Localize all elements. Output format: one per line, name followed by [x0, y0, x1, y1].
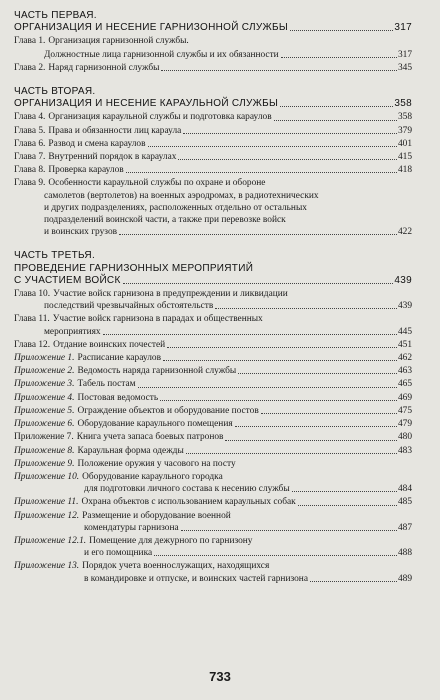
dot-leader [123, 282, 394, 284]
entry-label: Приложение 5. [14, 405, 75, 416]
part-label: ЧАСТЬ ТРЕТЬЯ. [14, 250, 96, 262]
part-label: ЧАСТЬ ВТОРАЯ. [14, 86, 96, 98]
entry-page: 483 [397, 445, 412, 456]
entry-label: Глава 7. [14, 152, 46, 163]
part-page: 439 [394, 274, 412, 286]
toc-entry [14, 125, 412, 137]
dot-leader [290, 296, 411, 297]
entry-line [14, 560, 412, 572]
dot-leader [225, 479, 411, 480]
entry-page: 462 [397, 353, 412, 364]
part-label: ЧАСТЬ ПЕРВАЯ. [14, 10, 97, 21]
entry-line [14, 326, 412, 338]
dot-leader [119, 233, 397, 235]
entry-line [14, 522, 412, 534]
part-title: ПРОВЕДЕНИЕ ГАРНИЗОННЫХ МЕРОПРИЯТИЙ [14, 262, 254, 274]
entry-line [14, 418, 412, 430]
entry-page: 451 [397, 339, 412, 350]
entry-text: Наряд гарнизонной службы [48, 62, 160, 73]
entry-page: 358 [397, 112, 412, 123]
entry-line [14, 365, 412, 377]
dot-leader [181, 529, 397, 531]
dot-leader [233, 518, 411, 519]
entry-line [14, 496, 412, 508]
toc-entry [14, 445, 412, 457]
toc-part [14, 10, 412, 74]
entry-line [14, 392, 412, 404]
entry-label: Приложение 12.1. [14, 535, 87, 546]
entry-line [14, 111, 412, 123]
entry-line [14, 151, 412, 163]
dot-leader [191, 44, 411, 45]
toc-entry [14, 458, 412, 470]
entry-text: Постовая ведомость [77, 392, 159, 403]
entry-label: Приложение 6. [14, 419, 75, 430]
entry-label: Глава 4. [14, 112, 46, 123]
entry-page: 487 [397, 522, 412, 533]
entry-line [14, 138, 412, 150]
entry-text: и его помощника [84, 548, 153, 559]
entry-page: 479 [397, 419, 412, 430]
dot-leader [290, 29, 393, 31]
entry-line [14, 339, 412, 351]
entry-line [14, 547, 412, 559]
toc-part [14, 250, 412, 584]
dot-leader [178, 158, 397, 160]
entry-label: Приложение 13. [14, 561, 80, 572]
entry-label: Глава 9. [14, 178, 46, 189]
entry-page: 317 [397, 49, 412, 60]
entry-text: Оборудование караульного помещения [77, 419, 233, 430]
toc-entry [14, 339, 412, 351]
toc-entry [14, 111, 412, 123]
entry-label: Приложение 2. [14, 366, 75, 377]
entry-line [14, 378, 412, 390]
dot-leader [298, 504, 397, 506]
entry-text: Книга учета запаса боевых патронов [76, 432, 224, 443]
entry-page: 345 [397, 62, 412, 73]
entry-page: 379 [397, 125, 412, 136]
entry-page: 415 [397, 152, 412, 163]
entry-page: 469 [397, 392, 412, 403]
entry-label: Приложение 7. [14, 432, 74, 443]
entry-text: мероприятиях [44, 326, 101, 337]
page-number: 733 [209, 669, 231, 684]
dot-leader [148, 145, 397, 147]
dot-leader [238, 466, 411, 467]
entry-page: 418 [397, 165, 412, 176]
entry-text: Проверка караулов [48, 165, 124, 176]
entry-text: Организация гарнизонной службы. [48, 36, 189, 47]
entry-text: Права и обязанности лиц караула [48, 125, 182, 136]
dot-leader [163, 359, 397, 361]
entry-text: и других подразделениях, расположенных отдельно от остальных [44, 202, 307, 213]
part-title: ОРГАНИЗАЦИЯ И НЕСЕНИЕ КАРАУЛЬНОЙ СЛУЖБЫ [14, 98, 279, 110]
toc-entry [14, 431, 412, 443]
dot-leader [281, 56, 397, 58]
dot-leader [161, 69, 397, 71]
entry-page: 489 [397, 573, 412, 584]
dot-leader [183, 132, 397, 134]
entry-line [14, 300, 412, 312]
entry-text: самолетов (вертолетов) на военных аэродромах, в радиотехнических [44, 190, 319, 201]
part-title-cont: С УЧАСТИЕМ ВОЙСК [14, 274, 121, 286]
part-title: ОРГАНИЗАЦИЯ И НЕСЕНИЕ ГАРНИЗОННОЙ СЛУЖБЫ [14, 22, 289, 34]
entry-page: 422 [397, 227, 412, 238]
entry-text: Организация караульной службы и подготовка караулов [48, 112, 272, 123]
entry-text: комендатуры гарнизона [84, 522, 179, 533]
entry-text: Положение оружия у часового на посту [77, 458, 236, 469]
entry-page: 475 [397, 405, 412, 416]
entry-page: 465 [397, 379, 412, 390]
entry-text: Ведомость наряда гарнизонной службы [77, 366, 237, 377]
dot-leader [225, 439, 396, 441]
entry-text: подразделений воинской части, а также при перевозке войск [44, 215, 286, 226]
entry-text: Внутренний порядок в караулах [48, 152, 177, 163]
entry-text: Особенности караульной службы по охране и обороне [48, 178, 266, 189]
entry-text: для подготовки личного состава к несению службы [84, 484, 290, 495]
entry-line [14, 313, 412, 325]
entry-label: Глава 1. [14, 36, 46, 47]
toc-entry [14, 496, 412, 508]
dot-leader [103, 333, 397, 335]
dot-leader [235, 425, 397, 427]
entry-line [14, 483, 412, 495]
entry-line [14, 214, 412, 226]
dot-leader [271, 569, 411, 570]
entry-page: 401 [397, 138, 412, 149]
entry-line [14, 405, 412, 417]
entry-page: 439 [397, 301, 412, 312]
entry-line [14, 35, 412, 47]
toc-entry [14, 535, 412, 559]
entry-label: Приложение 12. [14, 510, 80, 521]
dot-leader [126, 171, 397, 173]
table-of-contents [14, 10, 412, 585]
toc-entry [14, 392, 412, 404]
dot-leader [309, 210, 411, 211]
entry-line [14, 573, 412, 585]
entry-line [14, 535, 412, 547]
dot-leader [321, 198, 411, 199]
toc-entry [14, 560, 412, 584]
toc-entry [14, 471, 412, 495]
entry-text: Табель постам [77, 379, 136, 390]
entry-text: Развод и смена караулов [48, 138, 146, 149]
entry-page: 484 [397, 484, 412, 495]
dot-leader [186, 452, 397, 454]
entry-line [14, 352, 412, 364]
entry-text: Оборудование караульного городка [82, 471, 223, 482]
dot-leader [255, 543, 412, 544]
toc-entry [14, 62, 412, 74]
entry-label: Приложение 11. [14, 497, 79, 508]
entry-text: Охрана объектов с использованием караульных собак [81, 497, 296, 508]
entry-line [14, 125, 412, 137]
toc-entry [14, 138, 412, 150]
entry-line [14, 431, 412, 443]
entry-label: Глава 5. [14, 125, 46, 136]
part-title-line [14, 275, 412, 287]
toc-entry [14, 405, 412, 417]
entry-text: Расписание караулов [77, 353, 161, 364]
entry-page: 488 [397, 548, 412, 559]
dot-leader [267, 186, 411, 187]
entry-label: Глава 10. [14, 289, 51, 300]
toc-entry [14, 378, 412, 390]
entry-text: в командировке и отпуске, и воинских частей гарнизона [84, 573, 308, 584]
entry-line [14, 190, 412, 202]
entry-text: Участие войск гарнизона в парадах и общественных [52, 314, 263, 325]
part-page: 317 [394, 22, 412, 34]
dot-leader [310, 580, 397, 582]
entry-label: Глава 12. [14, 339, 51, 350]
entry-label: Приложение 4. [14, 392, 75, 403]
dot-leader [280, 105, 393, 107]
toc-entry [14, 352, 412, 364]
entry-label: Приложение 8. [14, 445, 75, 456]
dot-leader [138, 386, 397, 388]
toc-entry [14, 313, 412, 337]
dot-leader [261, 412, 397, 414]
dot-leader [160, 399, 397, 401]
toc-part [14, 86, 412, 238]
toc-entry [14, 288, 412, 312]
dot-leader [238, 372, 397, 374]
entry-label: Глава 2. [14, 62, 46, 73]
entry-text: Порядок учета военнослужащих, находящихся [82, 561, 270, 572]
entry-label: Приложение 3. [14, 379, 75, 390]
entry-line [14, 458, 412, 470]
entry-line [14, 202, 412, 214]
entry-line [14, 445, 412, 457]
entry-label: Глава 6. [14, 138, 46, 149]
entry-line [14, 226, 412, 238]
entry-label: Приложение 1. [14, 353, 75, 364]
entry-label: Глава 11. [14, 314, 50, 325]
toc-entry [14, 164, 412, 176]
entry-page: 445 [397, 326, 412, 337]
part-title-line [14, 22, 412, 34]
entry-text: и воинских грузов [44, 227, 118, 238]
entry-page: 485 [397, 497, 412, 508]
toc-entry [14, 35, 412, 47]
entry-text: Размещение и оборудование военной [82, 510, 231, 521]
entry-text: Помещение для дежурного по гарнизону [89, 535, 253, 546]
entry-page: 480 [397, 432, 412, 443]
toc-entry [14, 365, 412, 377]
toc-entry [14, 151, 412, 163]
entry-text: Караульная форма одежды [77, 445, 184, 456]
toc-entry [14, 49, 412, 61]
entry-text: последствий чрезвычайных обстоятельств [44, 301, 214, 312]
entry-line [14, 510, 412, 522]
toc-entry [14, 510, 412, 534]
toc-entry [14, 418, 412, 430]
entry-label: Глава 8. [14, 165, 46, 176]
dot-leader [292, 490, 397, 492]
toc-entry [14, 177, 412, 238]
entry-line [14, 177, 412, 189]
entry-text: Участие войск гарнизона в предупреждении и ликвидации [53, 289, 288, 300]
part-title-line [14, 98, 412, 110]
part-page: 358 [394, 98, 412, 110]
entry-page: 463 [397, 366, 412, 377]
entry-line [14, 164, 412, 176]
entry-text: Отдание воинских почестей [53, 339, 166, 350]
entry-text: Ограждение объектов и оборудование постов [77, 405, 259, 416]
dot-leader [154, 554, 397, 556]
entry-text: Должностные лица гарнизонной службы и их обязанности [44, 49, 279, 60]
entry-line [14, 471, 412, 483]
entry-label: Приложение 9. [14, 458, 75, 469]
dot-leader [288, 222, 411, 223]
entry-label: Приложение 10. [14, 471, 80, 482]
entry-line [14, 62, 412, 74]
dot-leader [274, 119, 397, 121]
dot-leader [167, 346, 397, 348]
dot-leader [215, 307, 397, 309]
entry-line [14, 49, 412, 61]
entry-line [14, 288, 412, 300]
dot-leader [265, 322, 411, 323]
